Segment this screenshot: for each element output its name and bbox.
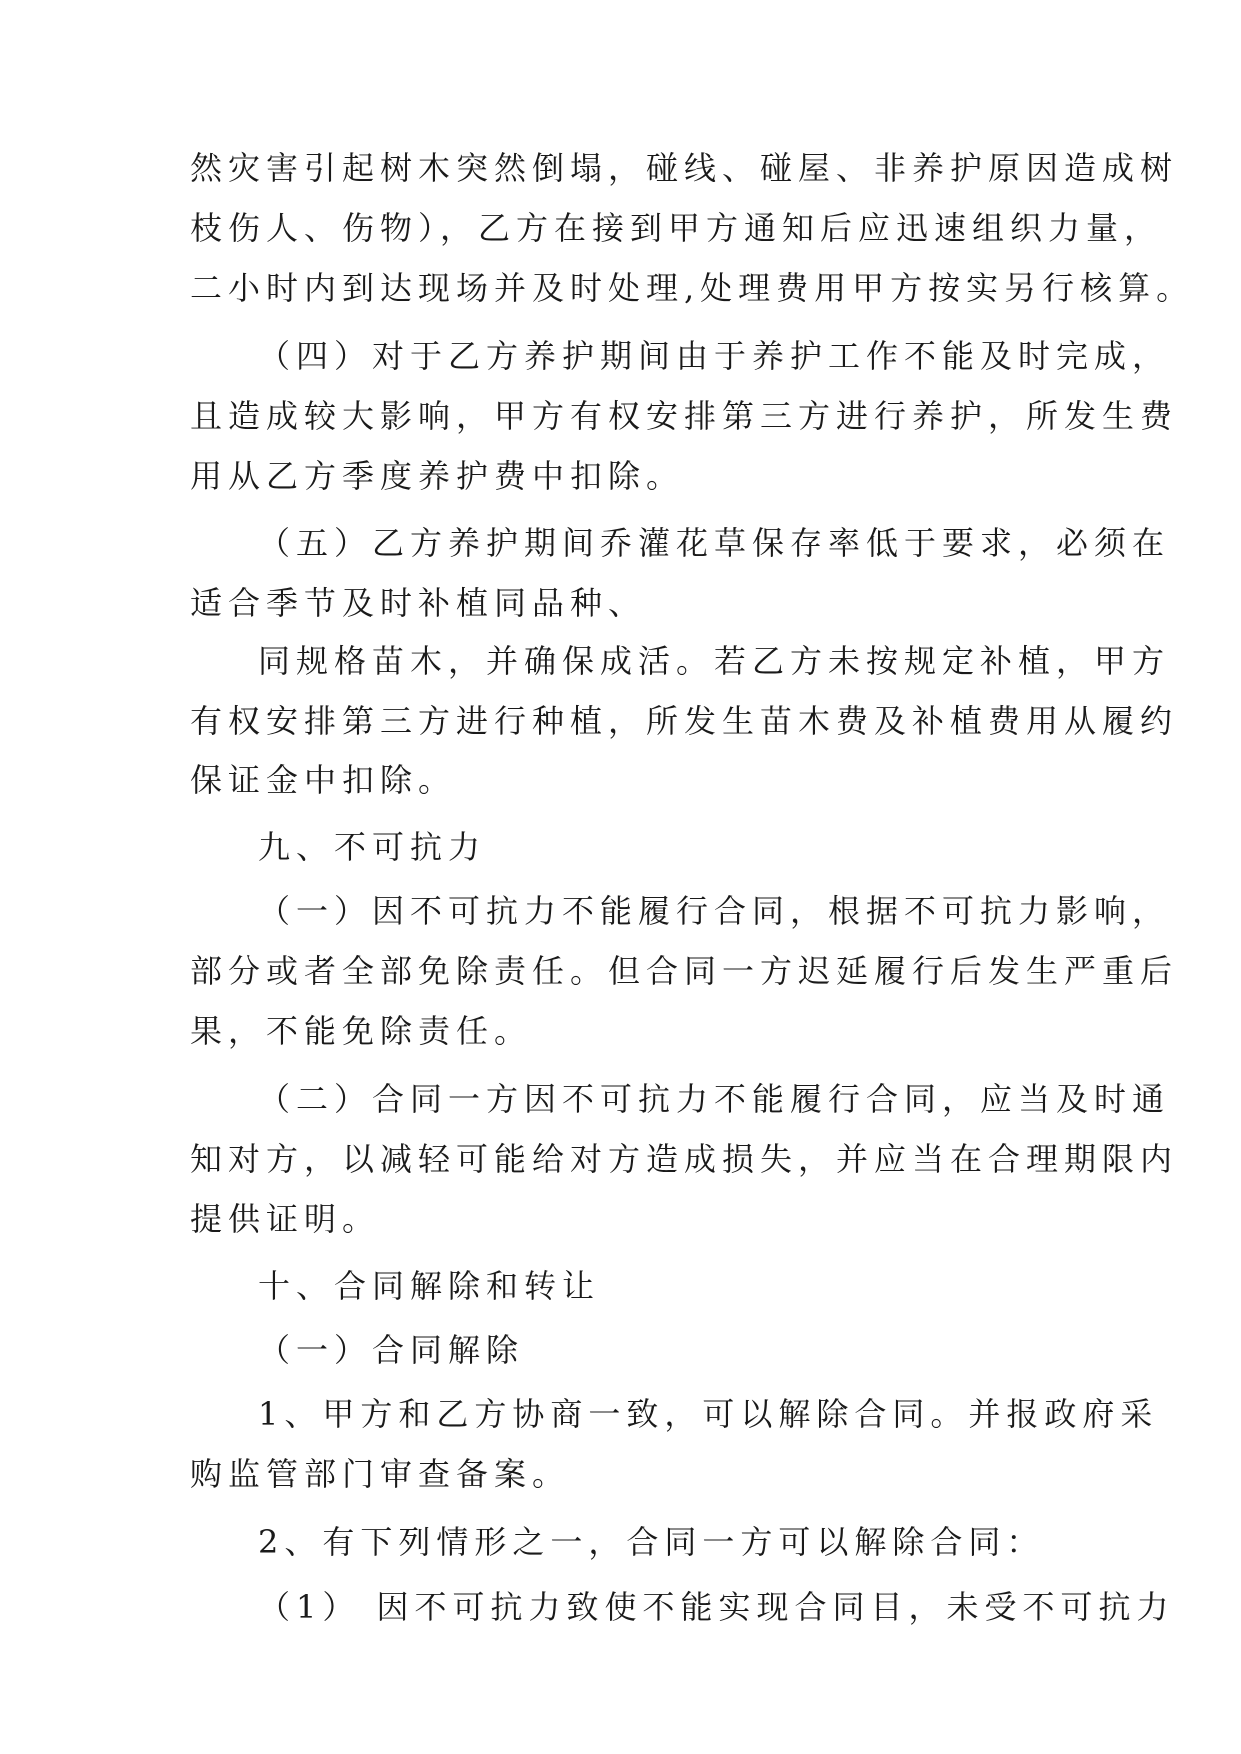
text-line: 提供证明。 [190,1200,381,1238]
text-line: 且造成较大影响，甲方有权安排第三方进行养护，所发生费 [190,397,1179,435]
text-line: （二）合同一方因不可抗力不能履行合同，应当及时通 [258,1080,1171,1118]
text-line: 知对方，以减轻可能给对方造成损失，并应当在合理期限内 [190,1140,1179,1178]
text-line: 2、有下列情形之一，合同一方可以解除合同： [258,1523,1045,1561]
text-line: 果，不能免除责任。 [190,1012,533,1050]
text-line: 1、甲方和乙方协商一致，可以解除合同。并报政府采 [258,1395,1159,1433]
text-line: （五）乙方养护期间乔灌花草保存率低于要求，必须在 [258,524,1171,562]
section-heading: 十、合同解除和转让 [258,1267,601,1305]
text-line: 同规格苗木，并确保成活。若乙方未按规定补植，甲方 [258,642,1171,680]
text-line: （四）对于乙方养护期间由于养护工作不能及时完成， [258,337,1171,375]
text-line: 购监管部门审查备案。 [190,1455,571,1493]
subsection-heading: （一）合同解除 [258,1331,525,1369]
text-line: 适合季节及时补植同品种、 [190,584,647,622]
text-line: 部分或者全部免除责任。但合同一方迟延履行后发生严重后 [190,952,1179,990]
text-line: （1） 因不可抗力致使不能实现合同目，未受不可抗力 [258,1588,1175,1626]
text-line: 用从乙方季度养护费中扣除。 [190,457,685,495]
text-line: （一）因不可抗力不能履行合同，根据不可抗力影响， [258,892,1171,930]
text-line: 然灾害引起树木突然倒塌，碰线、碰屋、非养护原因造成树 [190,149,1179,187]
text-line: 二小时内到达现场并及时处理,处理费用甲方按实另行核算。 [190,269,1195,307]
section-heading: 九、不可抗力 [258,828,487,866]
text-line: 枝伤人、伤物），乙方在接到甲方通知后应迅速组织力量， [190,209,1163,247]
text-line: 有权安排第三方进行种植，所发生苗木费及补植费用从履约 [190,702,1179,740]
text-line: 保证金中扣除。 [190,761,457,799]
